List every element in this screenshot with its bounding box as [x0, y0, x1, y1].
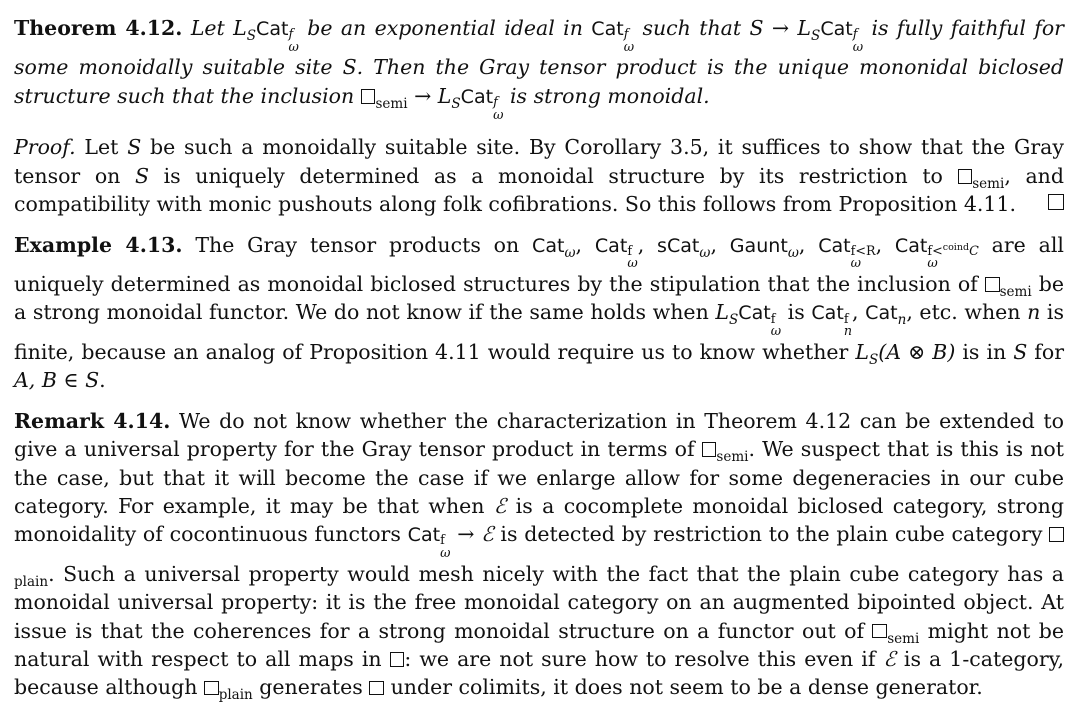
example-label: Example 4.13. — [14, 232, 183, 257]
proof-4-12: Proof. Let S be such a monoidally suitable site. By Corollary 3.5, it suffices to show that the Gray tensor on S is uniquely determined as a monoidal structure by its restriction to $_{semi}$, and compatibility with monic pushouts along folk cofibrations. So this follows from Proposition 4.11. — [14, 135, 1064, 217]
cube-box-icon — [361, 89, 376, 104]
cube-box-icon — [985, 277, 1000, 292]
cube-box-icon — [872, 624, 887, 639]
cube-box-icon — [390, 652, 405, 667]
cube-box-icon — [369, 681, 384, 696]
cube-box-icon — [204, 681, 219, 696]
qed-box-icon — [1048, 194, 1064, 210]
cube-box-icon — [958, 169, 973, 184]
remark-4-14: Remark 4.14. We do not know whether the characterization in Theorem 4.12 can be extended to give a universal property for the Gray tensor product in terms of $_{semi}$. We suspect that is this is not the case, but that it will become the case if we enlarge allow for some degeneracies in our cube category. For example, it may be that when ℰ is a cocomplete monoidal biclosed category, strong monoidality of cocontinuous functors Cat f ω → ℰ is detected by restriction to the plain cube category $_{plain}$. Such a universal property would mesh nicely with the fact that the plain cube category has a monoidal universal property: it is the free monoidal category on an augmented bipointed object. At issue is that the coherences for a strong monoidal structure on a functor out of $_{semi}$ might not be natural with respect to all maps in : we are not sure how to resolve this even if ℰ is a 1-category, because although $_{plain}$ generates under colimits, it does not seem to be a dense generator. — [14, 408, 1065, 704]
theorem-text: Let — [190, 16, 234, 40]
theorem-label: Theorem 4.12. — [14, 16, 183, 40]
paper-page — [14, 14, 1064, 702]
proof-label: Proof. — [14, 135, 76, 160]
remark-label: Remark 4.14. — [14, 408, 171, 433]
example-4-13: Example 4.13. The Gray tensor products on Cat$_\omega$, Cat f ω , sCat$_\omega$, Gaunt$_\omega$, Cat f<R ω , Cat f<$^{coind}$C ω are all uniquely determined as monoidal biclosed structures by the stipulation that the inclusion of $_{semi}$ be a strong monoidal functor. We do not know if the same holds when $L_SCat$ f ω is Cat f n , Cat$_n$, etc. when n is finite, because an analog of Proposition 4.11 would require us to know whether $L_S(A$ ⊗ B) is in S for A, B ∈ S. — [14, 232, 1065, 393]
math-S: S — [246, 28, 257, 45]
math-L: L — [233, 16, 247, 40]
theorem-4-12: Theorem 4.12. Let $L_SCat$ f ω be an exponential ideal in Cat f ω such that $S \to L_SCat$ f ω is fully faithful for some monoidally suitable site S. Then the Gray tensor product is the unique mononidal biclosed structure such that the inclusion $_{semi} \to L_SCat$ f ω is strong monoidal. — [14, 16, 1064, 122]
math-Cat: Cat — [256, 18, 289, 40]
cube-box-icon — [1049, 527, 1064, 542]
cube-box-icon — [702, 442, 717, 457]
